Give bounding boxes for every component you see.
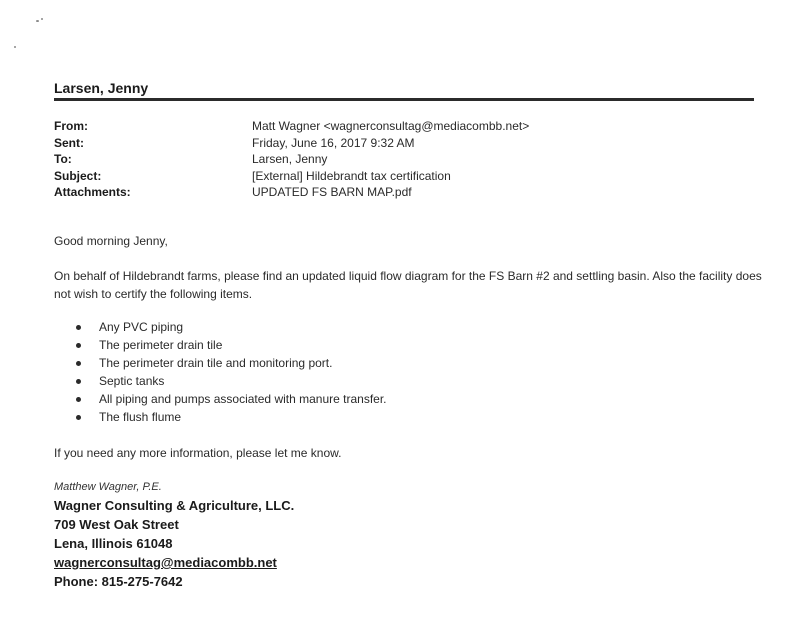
header-value: Matt Wagner <wagnerconsultag@mediacombb.net> (252, 119, 530, 133)
list-item-text: Any PVC piping (99, 320, 184, 334)
bullet-icon (76, 361, 81, 366)
list-item-text: All piping and pumps associated with manure transfer. (99, 392, 387, 406)
signature-city: Lena, Illinois 61048 (54, 536, 173, 551)
header-row-to (54, 151, 529, 168)
header-value: Larsen, Jenny (252, 152, 328, 166)
list-item (76, 336, 387, 354)
header-value: Friday, June 16, 2017 9:32 AM (252, 135, 415, 150)
header-divider (54, 98, 754, 101)
header-label: Sent: (54, 135, 84, 150)
signature-block (54, 479, 294, 591)
signature-name: Matthew Wagner, P.E. (54, 481, 162, 493)
header-label: Subject: (54, 168, 102, 183)
header-row-subject (54, 168, 529, 185)
signature-phone: Phone: 815-275-7642 (54, 574, 183, 589)
email-header (54, 118, 529, 201)
header-row-from (54, 118, 529, 135)
scan-speck (14, 46, 16, 48)
bullet-icon (76, 397, 81, 402)
header-row-attachments (54, 184, 529, 201)
list-item-text: The flush flume (99, 410, 182, 424)
list-item-text: The perimeter drain tile (99, 338, 223, 352)
scan-speck (41, 18, 43, 20)
list-item-text: Septic tanks (99, 374, 165, 388)
list-item-text: The perimeter drain tile and monitoring port. (99, 356, 333, 370)
sender-name: Larsen, Jenny (54, 80, 149, 96)
header-label: To: (54, 152, 72, 166)
list-item (76, 318, 387, 336)
header-label: From: (54, 119, 88, 133)
header-label: Attachments: (54, 185, 131, 199)
list-item (76, 390, 387, 408)
signature-email-link[interactable]: wagnerconsultag@mediacombb.net (54, 555, 277, 570)
body-paragraph: On behalf of Hildebrandt farms, please find an updated liquid flow diagram for the FS Barn #2 and settling basin. Also the facility does not wish to certify the following items. (54, 269, 762, 301)
attachment-name: UPDATED FS BARN MAP.pdf (252, 185, 412, 199)
exclusion-list (76, 318, 387, 426)
list-item (76, 354, 387, 372)
bullet-icon (76, 343, 81, 348)
greeting: Good morning Jenny, (54, 234, 168, 248)
list-item (76, 408, 387, 426)
bullet-icon (76, 415, 81, 420)
scan-speck (36, 20, 39, 22)
signature-street: 709 West Oak Street (54, 517, 179, 532)
header-value: [External] Hildebrandt tax certification (252, 168, 451, 183)
list-item (76, 372, 387, 390)
header-row-sent (54, 135, 529, 152)
bullet-icon (76, 325, 81, 330)
signature-company: Wagner Consulting & Agriculture, LLC. (54, 498, 295, 513)
closing-line: If you need any more information, please let me know. (54, 446, 342, 460)
bullet-icon (76, 379, 81, 384)
